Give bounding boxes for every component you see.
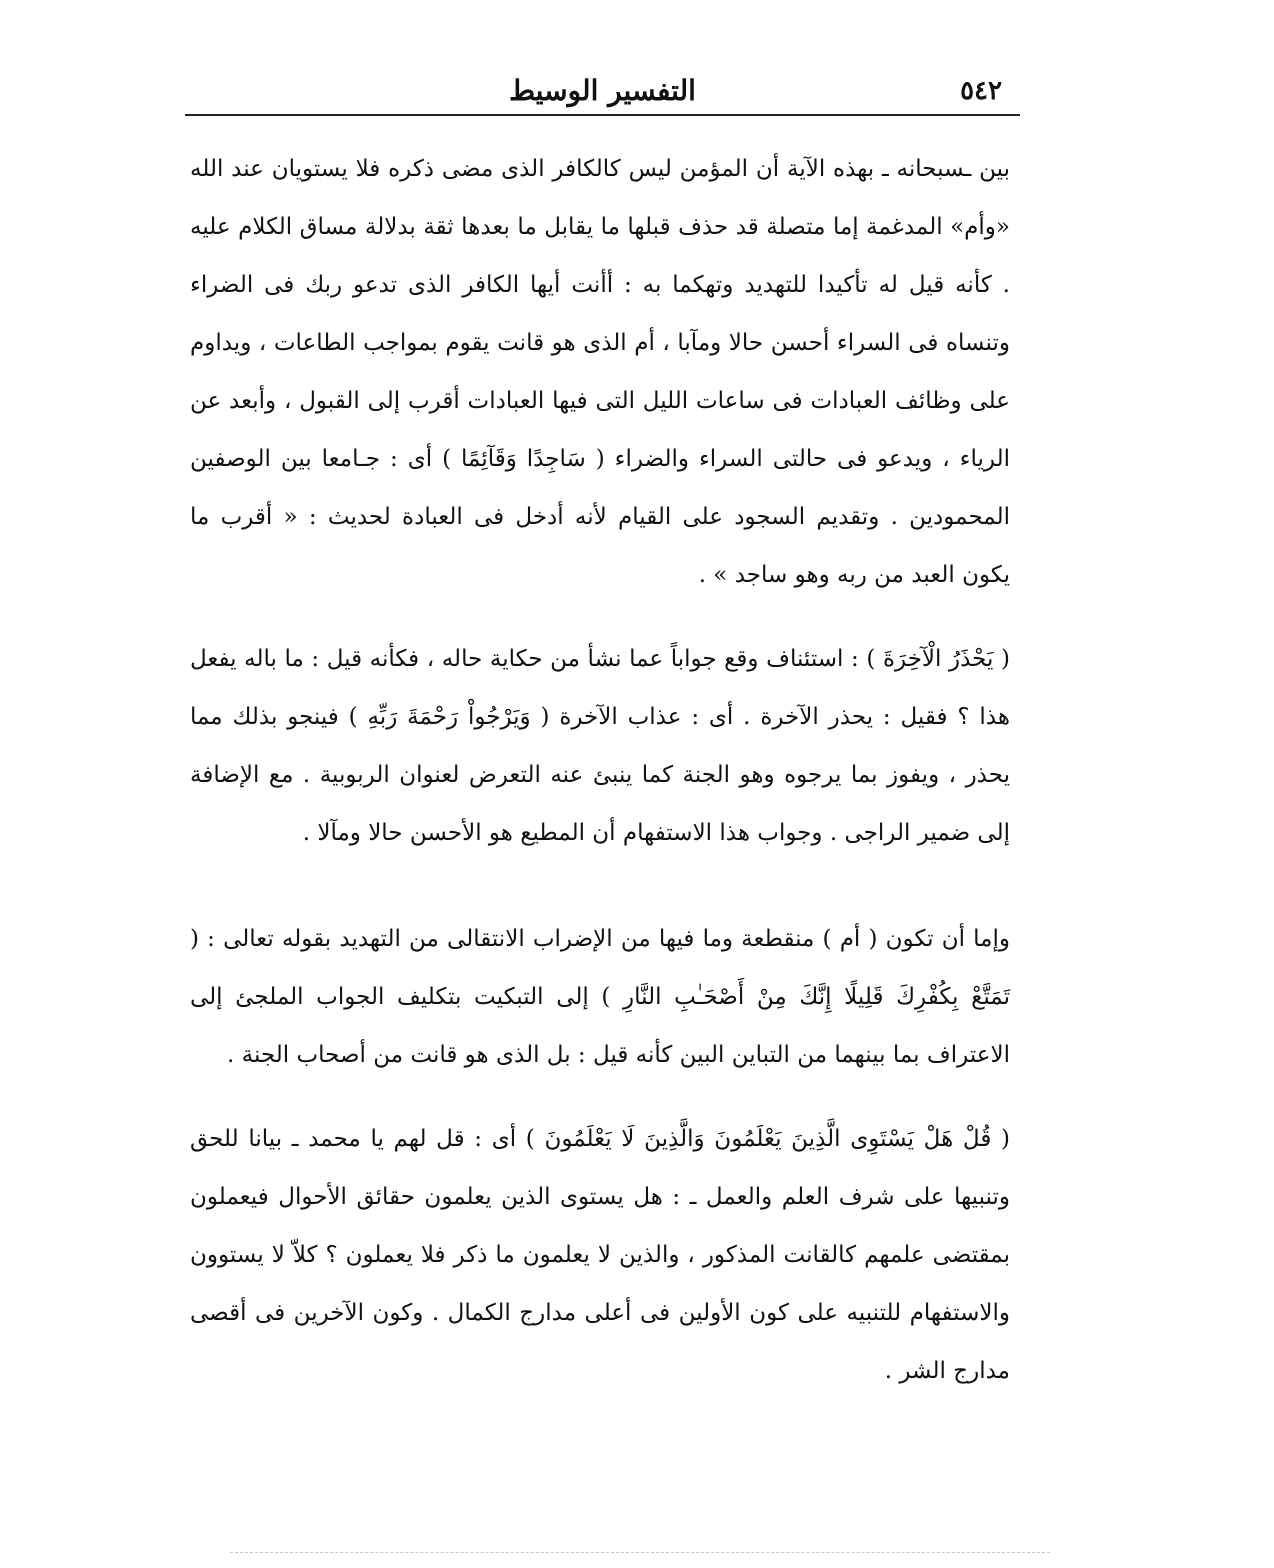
paragraph-2: ( يَحْذَرُ الْآخِرَةَ ) : استئناف وقع جواباً عما نشأ من حكاية حاله ، فكأنه قيل : ما باله يفعل هذا ؟ فقيل : يحذر الآخرة . أى : عذاب الآخرة ( وَيَرْجُواْ رَحْمَةَ رَبِّهِ ) فينجو بذلك مما يحذر ، ويفوز بما يرجوه وهو الجنة كما ينبئ عنه التعرض لعنوان الربوبية . مع الإضافة إلى ضمير الراجى . وجواب هذا الاستفهام أن المطيع هو الأحسن حالا ومآلا .	[190, 646, 1010, 846]
header-rule	[185, 114, 1020, 116]
paragraph-1: بين ـسبحانه ـ بهذه الآية أن المؤمن ليس كالكافر الذى مضى ذكره فلا يستويان عند الله «وأم» المدغمة إما متصلة قد حذف قبلها ما يقابل ما بعدها ثقة بدلالة مساق الكلام عليه . كأنه قيل له تأكيدا للتهديد وتهكما به : أأنت أيها الكافر الذى تدعو ربك فى الضراء وتنساه فى السراء أحسن حالا ومآبا ، أم الذى هو قانت يقوم بمواجب الطاعات ، ويداوم على وظائف العبادات فى ساعات الليل التى فيها العبادات أقرب إلى القبول ، وأبعد عن الرياء ، ويدعو فى حالتى السراء والضراء ( سَاجِدًا وَقَآئِمًا ) أى : جـامعا بين الوصفين المحمودين . وتقديم السجود على القيام لأنه أدخل فى العبادة لحديث : « أقرب ما يكون العبد من ربه وهو ساجد » .	[190, 156, 1010, 588]
book-title: التفسير الوسيط	[509, 74, 696, 107]
paragraph-3: وإما أن تكون ( أم ) منقطعة وما فيها من الإضراب الانتقالى من التهديد بقوله تعالى : ( تَمَتَّعْ بِكُفْرِكَ قَلِيلًا إِنَّكَ مِنْ أَصْحَـٰبِ النَّارِ ) إلى التبكيت بتكليف الجواب الملجئ إلى الاعتراف بما بينهما من التباين البين كأنه قيل : بل الذى هو قانت من أصحاب الجنة .	[190, 926, 1010, 1068]
page-number: ٥٤٢	[960, 76, 1002, 106]
scan-artifact-line	[230, 1552, 1050, 1553]
paragraph-4: ( قُلْ هَلْ يَسْتَوِى الَّذِينَ يَعْلَمُونَ وَالَّذِينَ لَا يَعْلَمُونَ ) أى : قل لهم يا محمد ـ بيانا للحق وتنبيها على شرف العلم والعمل ـ : هل يستوى الذين يعلمون حقائق الأحوال فيعملون بمقتضى علمهم كالقانت المذكور ، والذين لا يعلمون ما ذكر فلا يعملون ؟ كلاّ لا يستوون والاستفهام للتنبيه على كون الأولين فى أعلى مدارج الكمال . وكون الآخرين فى أقصى مدارج الشر .	[190, 1126, 1010, 1384]
running-header	[185, 70, 1020, 110]
